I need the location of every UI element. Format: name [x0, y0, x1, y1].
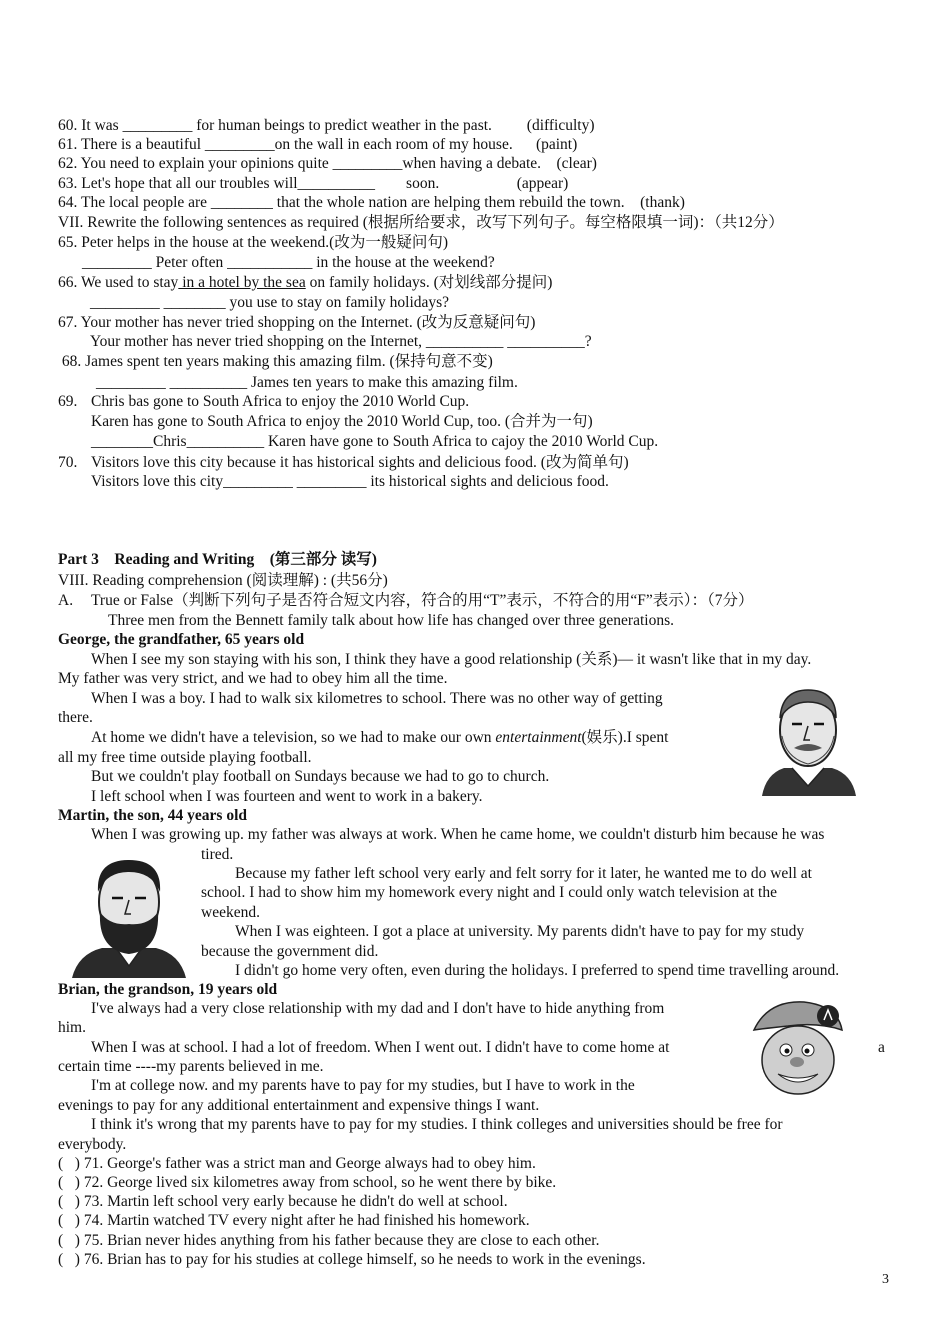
brian-line-8: everybody. — [58, 1136, 127, 1153]
brian-line-3-end: a — [878, 1039, 885, 1056]
question-66-pre: 66. We used to stay — [58, 274, 179, 291]
question-60: 60. It was _________ for human beings to predict weather in the past. (difficulty) — [58, 117, 595, 134]
george-line-5-pre: At home we didn't have a television, so we had to make our own — [91, 729, 496, 746]
george-line-5-post: (娱乐).I spent — [581, 729, 669, 746]
martin-line-8: I didn't go home very often, even during the holidays. I preferred to spend time travelling around. — [235, 962, 840, 979]
question-64: 64. The local people are ________ that the whole nation are helping them rebuild the town. (thank) — [58, 194, 685, 211]
martin-line-6: When I was eighteen. I got a place at university. My parents didn't have to pay for my study — [235, 923, 805, 940]
question-76: ( ) 76. Brian has to pay for his studies at college himself, so he needs to work in the evenings. — [58, 1251, 646, 1268]
question-67-blank: Your mother has never tried shopping on the Internet, __________ __________? — [90, 333, 592, 350]
question-68-blank: _________ __________ James ten years to make this amazing film. — [96, 374, 518, 391]
question-75: ( ) 75. Brian never hides anything from his father because they are close to each other. — [58, 1232, 600, 1249]
george-portrait-image — [752, 678, 864, 798]
question-65: 65. Peter helps in the house at the weekend.(改为一般疑问句) — [58, 234, 448, 251]
question-69-number: 69. — [58, 393, 78, 410]
section-a-instructions: True or False（判断下列句子是否符合短文内容，符合的用“T”表示，不符合的用“F”表示）：（7分） — [91, 592, 754, 609]
question-63: 63. Let's hope that all our troubles will__________ soon. (appear) — [58, 175, 569, 192]
question-70-blank: Visitors love this city_________ _________ its historical sights and delicious food. — [91, 473, 609, 490]
george-line-4: there. — [58, 709, 93, 726]
martin-line-5: weekend. — [201, 904, 260, 921]
george-line-3: When I was a boy. I had to walk six kilometres to school. There was no other way of getting — [91, 690, 663, 707]
brian-line-5: I'm at college now. and my parents have to pay for my studies, but I have to work in the — [91, 1077, 635, 1094]
brian-heading: Brian, the grandson, 19 years old — [58, 981, 278, 998]
martin-line-1: When I was growing up. my father was always at work. When he came home, we couldn't disturb him because he was — [91, 826, 825, 843]
george-heading: George, the grandfather, 65 years old — [58, 631, 305, 648]
brian-line-7: I think it's wrong that my parents have to pay for my studies. I think colleges and universities should be free for — [91, 1116, 783, 1133]
george-line-7: But we couldn't play football on Sundays because we had to go to church. — [91, 768, 550, 785]
george-line-1: When I see my son staying with his son, I think they have a good relationship (关系)— it wasn't like that in my day. — [91, 651, 812, 668]
george-line-5-italic: entertainment — [495, 729, 582, 746]
question-62: 62. You need to explain your opinions quite _________when having a debate. (clear) — [58, 155, 597, 172]
brian-line-1: I've always had a very close relationship with my dad and I don't have to hide anything from — [91, 1000, 665, 1017]
section-viii-heading: VIII. Reading comprehension (阅读理解) : (共56分) — [58, 572, 388, 589]
question-70-number: 70. — [58, 454, 78, 471]
brian-line-4: certain time ----my parents believed in me. — [58, 1058, 324, 1075]
section-a-label: A. — [58, 592, 74, 609]
question-66-underlined: in a hotel by the sea — [178, 274, 306, 291]
question-69-blank: ________Chris__________ Karen have gone to South Africa to cajoy the 2010 World Cup. — [91, 433, 659, 450]
page-number: 3 — [882, 1272, 889, 1287]
part3-heading: Part 3 Reading and Writing (第三部分 读写) — [58, 551, 377, 568]
question-69-b: Karen has gone to South Africa to enjoy the 2010 World Cup, too. (合并为一句) — [91, 413, 593, 430]
passage-intro: Three men from the Bennett family talk about how life has changed over three generations. — [108, 612, 674, 629]
brian-line-2: him. — [58, 1019, 86, 1036]
question-70-a: Visitors love this city because it has historical sights and delicious food. (改为简单句) — [91, 454, 629, 471]
george-line-6: all my free time outside playing football. — [58, 749, 312, 766]
question-65-blank: _________ Peter often ___________ in the house at the weekend? — [82, 254, 495, 271]
question-66 — [58, 273, 552, 293]
george-line-5 — [91, 728, 668, 748]
question-66-post: on family holidays. (对划线部分提问) — [305, 274, 553, 291]
section-vii-heading: VII. Rewrite the following sentences as required (根据所给要求，改写下列句子。每空格限填一词)：（共12分） — [58, 214, 784, 231]
martin-line-4: school. I had to show him my homework every night and I could only watch television at the — [201, 884, 777, 901]
question-72: ( ) 72. George lived six kilometres away from school, so he went there by bike. — [58, 1174, 557, 1191]
martin-line-7: because the government did. — [201, 943, 379, 960]
question-68: 68. James spent ten years making this amazing film. (保持句意不变) — [58, 353, 493, 370]
question-71: ( ) 71. George's father was a strict man and George always had to obey him. — [58, 1155, 536, 1172]
question-61: 61. There is a beautiful _________on the wall in each room of my house. (paint) — [58, 136, 578, 153]
brian-line-6: evenings to pay for any additional entertainment and expensive things I want. — [58, 1097, 540, 1114]
george-line-2: My father was very strict, and we had to obey him all the time. — [58, 670, 448, 687]
martin-line-3: Because my father left school very early and felt sorry for it later, he wanted me to do well at — [235, 865, 812, 882]
question-74: ( ) 74. Martin watched TV every night after he had finished his homework. — [58, 1212, 530, 1229]
brian-cartoon-image — [748, 996, 848, 1100]
martin-line-2: tired. — [201, 846, 234, 863]
george-line-8: I left school when I was fourteen and went to work in a bakery. — [91, 788, 483, 805]
question-69-a: Chris bas gone to South Africa to enjoy the 2010 World Cup. — [91, 393, 470, 410]
brian-line-3: When I was at school. I had a lot of freedom. When I went out. I didn't have to come home at — [91, 1039, 670, 1056]
question-73: ( ) 73. Martin left school very early because he didn't do well at school. — [58, 1193, 508, 1210]
question-66-blank: _________ ________ you use to stay on family holidays? — [90, 294, 450, 311]
martin-portrait-image — [68, 850, 190, 978]
martin-heading: Martin, the son, 44 years old — [58, 807, 248, 824]
question-67: 67. Your mother has never tried shopping on the Internet. (改为反意疑问句) — [58, 314, 536, 331]
